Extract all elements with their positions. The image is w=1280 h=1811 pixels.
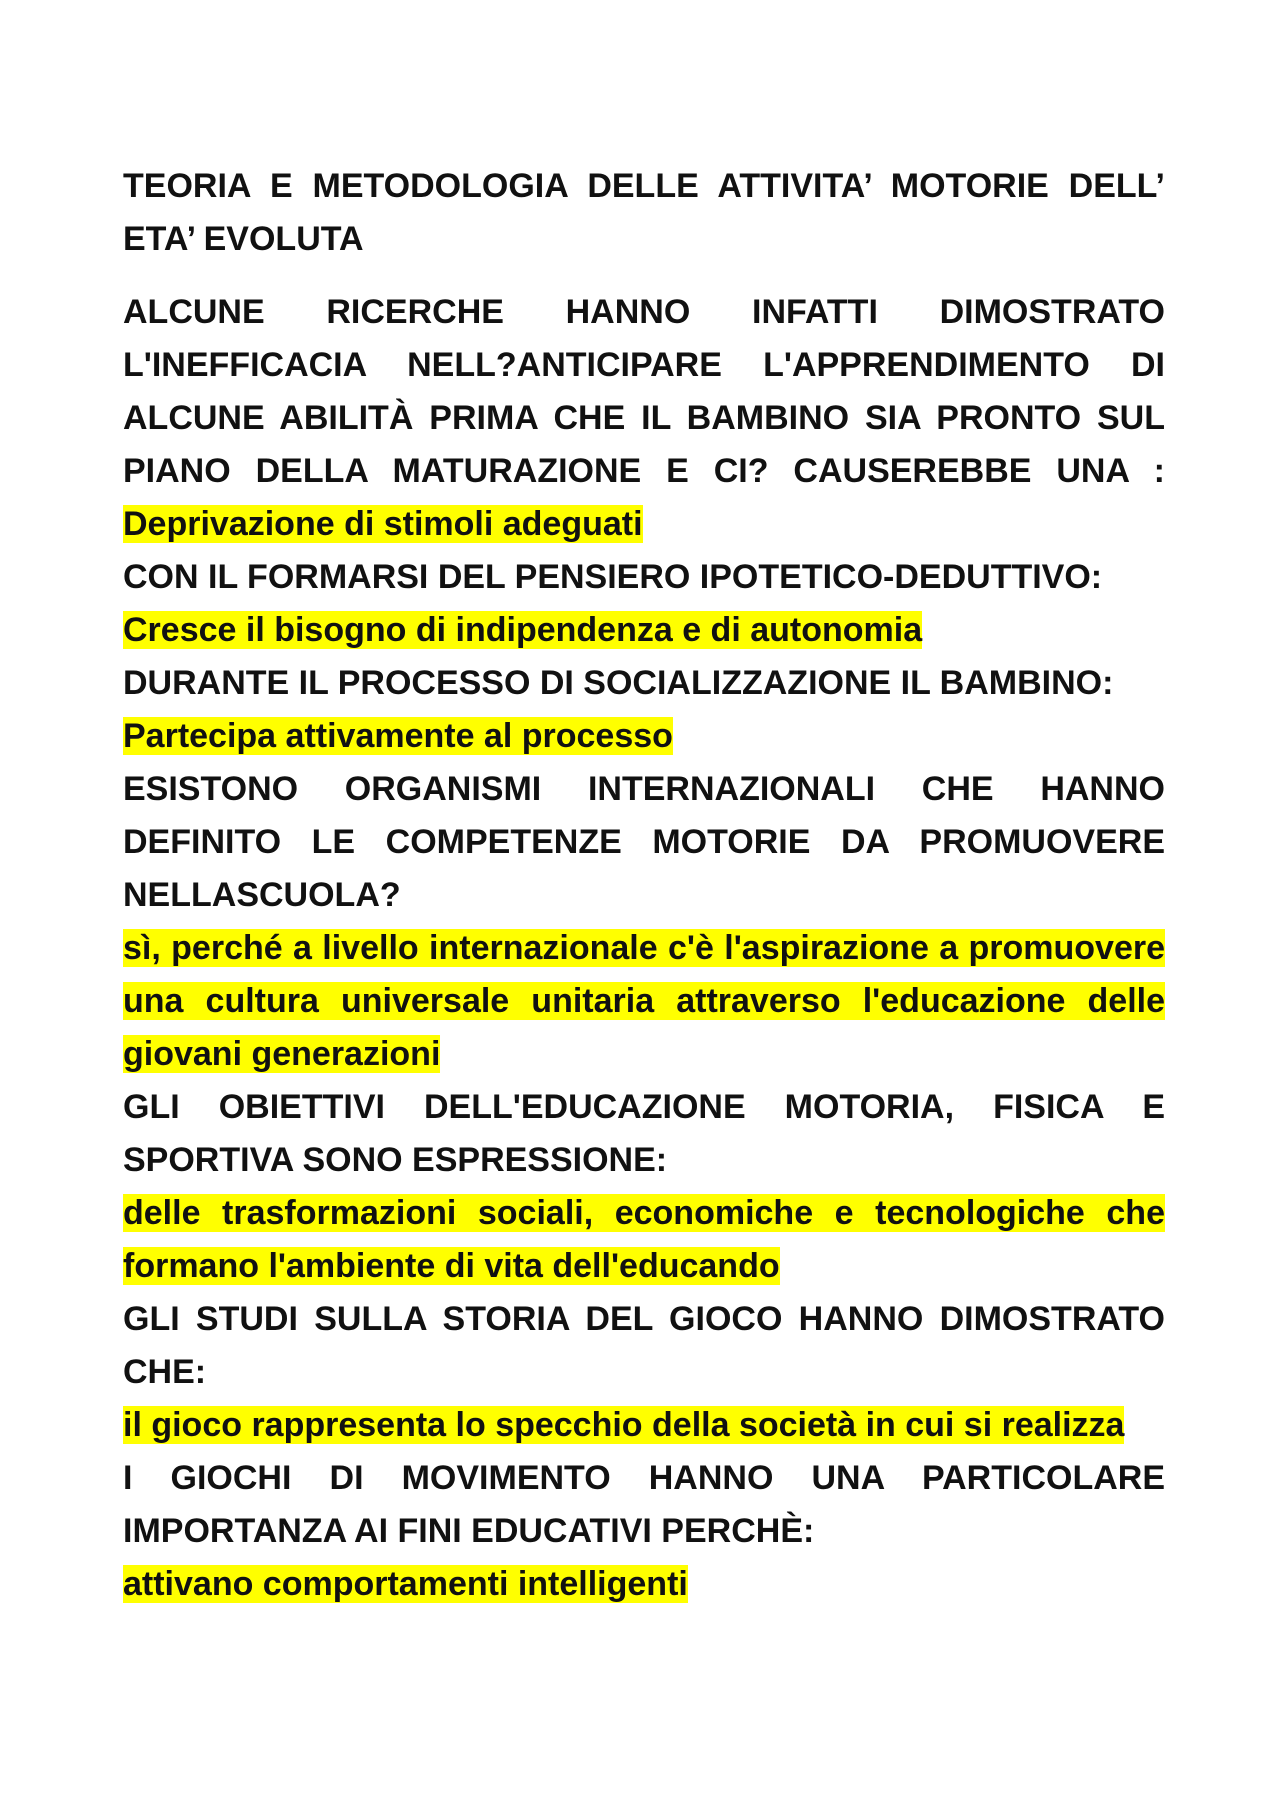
answer-highlight: Cresce il bisogno di indipendenza e di autonomia bbox=[123, 611, 923, 649]
qa-item-4 bbox=[123, 763, 1165, 1081]
qa-item-3 bbox=[123, 657, 1165, 763]
answer-highlight: il gioco rappresenta lo specchio della società in cui si realizza bbox=[123, 1406, 1125, 1444]
question-text: GLI OBIETTIVI DELL'EDUCAZIONE MOTORIA, FISICA E SPORTIVA SONO ESPRESSIONE: bbox=[123, 1088, 1165, 1179]
qa-item-1 bbox=[123, 286, 1165, 551]
question-text: I GIOCHI DI MOVIMENTO HANNO UNA PARTICOLARE IMPORTANZA AI FINI EDUCATIVI PERCHÈ: bbox=[123, 1459, 1165, 1550]
answer-highlight: Partecipa attivamente al processo bbox=[123, 717, 673, 755]
qa-item-2 bbox=[123, 551, 1165, 657]
document-title: TEORIA E METODOLOGIA DELLE ATTIVITA’ MOTORIE DELL’ ETA’ EVOLUTA bbox=[123, 167, 1165, 258]
answer-highlight: attivano comportamenti intelligenti bbox=[123, 1565, 688, 1603]
question-text: ALCUNE RICERCHE HANNO INFATTI DIMOSTRATO L'INEFFICACIA NELL?ANTICIPARE L'APPRENDIMENTO DI ALCUNE ABILITÀ PRIMA CHE IL BAMBINO SIA PRONTO SUL PIANO DELLA MATURAZIONE E CI? CAUSEREBBE UNA : bbox=[123, 293, 1165, 490]
document-body bbox=[123, 160, 1165, 1611]
answer-highlight: delle trasformazioni sociali, economiche e tecnologiche che formano l'ambiente di vita dell'educando bbox=[123, 1194, 1165, 1285]
qa-item-6 bbox=[123, 1293, 1165, 1452]
question-text: DURANTE IL PROCESSO DI SOCIALIZZAZIONE IL BAMBINO: bbox=[123, 664, 1114, 702]
answer-highlight: sì, perché a livello internazionale c'è l'aspirazione a promuovere una cultura universale unitaria attraverso l'educazione delle giovani generazioni bbox=[123, 929, 1165, 1073]
qa-item-7 bbox=[123, 1452, 1165, 1611]
question-text: CON IL FORMARSI DEL PENSIERO IPOTETICO-DEDUTTIVO: bbox=[123, 558, 1103, 596]
answer-highlight: Deprivazione di stimoli adeguati bbox=[123, 505, 643, 543]
question-text: GLI STUDI SULLA STORIA DEL GIOCO HANNO DIMOSTRATO CHE: bbox=[123, 1300, 1165, 1391]
qa-item-5 bbox=[123, 1081, 1165, 1293]
question-text: ESISTONO ORGANISMI INTERNAZIONALI CHE HANNO DEFINITO LE COMPETENZE MOTORIE DA PROMUOVERE NELLASCUOLA? bbox=[123, 770, 1165, 914]
